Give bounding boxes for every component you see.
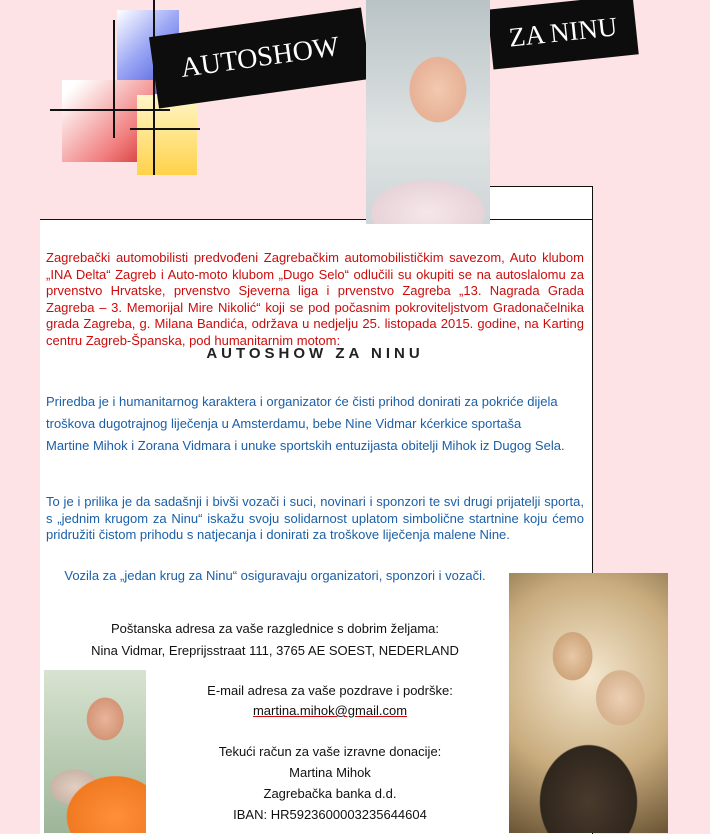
event-title: AUTOSHOW ZA NINU <box>206 345 424 362</box>
postal-address-block <box>40 618 510 662</box>
iban: IBAN: HR5923600003235644604 <box>233 807 427 822</box>
decor-line <box>113 20 115 138</box>
father-and-baby-photo <box>44 670 146 833</box>
postal-address-value: Nina Vidmar, Ereprijsstraat 111, 3765 AE SOEST, NEDERLAND <box>91 643 459 658</box>
bank-block <box>150 741 510 825</box>
banner-left-text: AUTOSHOW <box>178 31 342 84</box>
baby-photo <box>366 0 490 224</box>
banner-right-text: ZA NINU <box>507 10 619 53</box>
email-link[interactable]: martina.mihok@gmail.com <box>252 703 408 718</box>
intro-paragraph: Zagrebački automobilisti predvođeni Zagrebačkim automobilističkim savezom, Auto klubom „INA Delta“ Zagreb i Auto-moto klubom „Dugo Selo“ odlučili su okupiti se na autoslalomu za prvenstvo Hrvatske, prvenstvo Sjeverna liga i prvenstvo Zagreba „13. Nagrada Grada Zagreba – 3. Memorijal Mire Nikolić“ koji se pod počasnim pokroviteljstvom Gradonačelnika grada Zagreba, g. Milana Bandića, održava u nedjelju 25. listopada 2015. godine, na Karting centru Zagreb-Španska, pod humanitarnim motom: <box>46 250 584 348</box>
email-block <box>150 681 510 721</box>
solidarity-paragraph: To je i prilika je da sadašnji i bivši vozači i suci, novinari i sponzori te svi drugi prijatelji sporta, s „jednim krugom za Ninu“ iskažu svoju solidarnost uplatom simbolične startnine koju ćemo pridružiti čistom prihodu s natjecanja i donirati za troškove liječenja malene Nine. <box>46 494 584 543</box>
account-holder: Martina Mihok <box>289 765 371 780</box>
postal-address-label: Poštanska adresa za vaše razglednice s dobrim željama: <box>110 621 440 636</box>
vehicles-note: Vozila za „jedan krug za Ninu“ osiguravaju organizatori, sponzori i vozači. <box>64 568 486 583</box>
charity-paragraph: Priredba je i humanitarnog karaktera i organizator će čisti prihod donirati za pokriće dijela troškova dugotrajnog liječenja u Amsterdamu, bebe Nine Vidmar kćerkice sportaša Martine Mihok i Zorana Vidmara i unuke sportskih entuzijasta obitelji Mihok iz Dugog Sela. <box>46 394 565 453</box>
decor-line <box>50 109 170 111</box>
decor-line <box>130 128 200 130</box>
bank-name: Zagrebačka banka d.d. <box>263 786 397 801</box>
bank-label: Tekući račun za vaše izravne donacije: <box>218 744 442 759</box>
banner-za-ninu <box>487 0 638 69</box>
banner-autoshow <box>149 7 371 108</box>
panel-corner <box>490 186 593 221</box>
decor-line <box>153 0 155 175</box>
email-label: E-mail adresa za vaše pozdrave i podrške: <box>207 683 453 698</box>
mother-and-baby-photo <box>509 573 668 833</box>
